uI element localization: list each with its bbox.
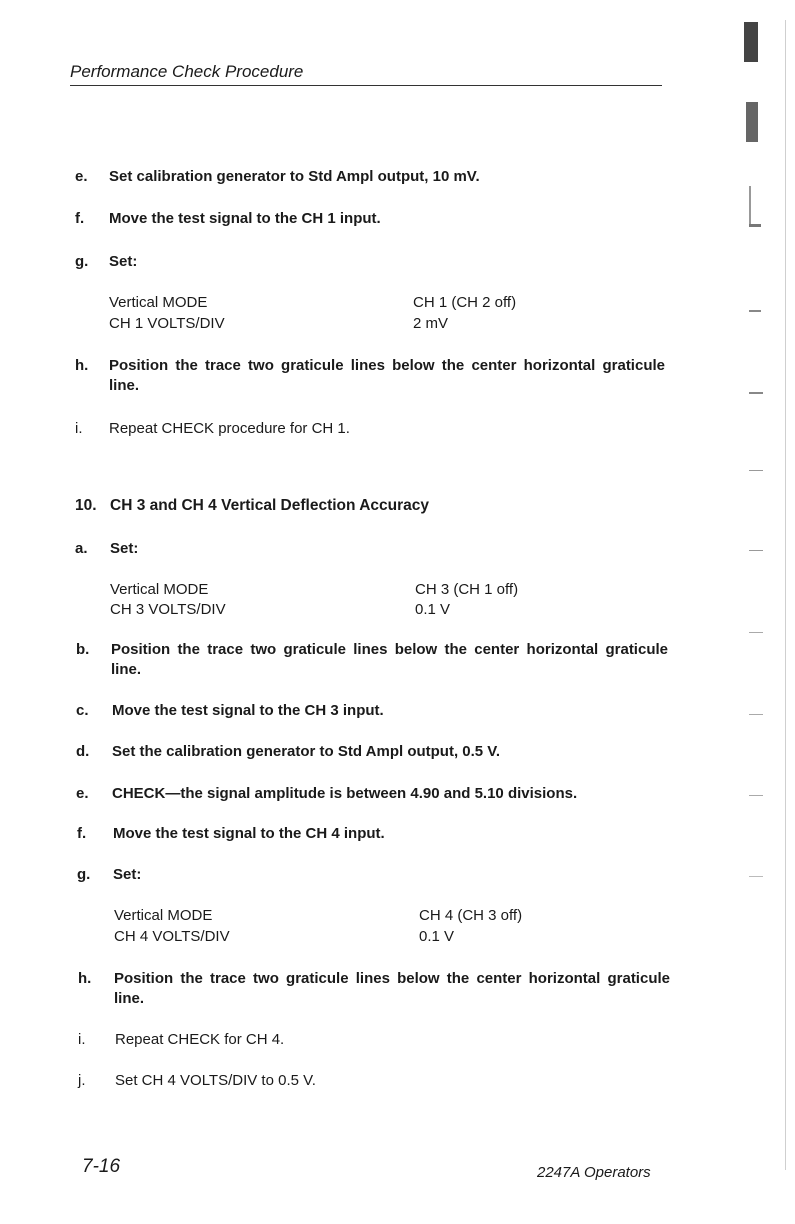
setting-label: CH 3 VOLTS/DIV <box>110 601 226 618</box>
step-text: Set: <box>113 866 142 883</box>
section-title: CH 3 and CH 4 Vertical Deflection Accuracy <box>110 497 430 514</box>
step-text: Position the trace two graticule lines below the center horizontal graticule line. <box>114 970 670 1007</box>
page-header-title: Performance Check Procedure <box>70 62 304 81</box>
step-letter: d. <box>76 743 90 760</box>
page-header <box>70 62 662 86</box>
tab-marker <box>749 470 763 471</box>
step-text: CHECK—the signal amplitude is between 4.90 and 5.10 divisions. <box>112 785 578 802</box>
tab-marker <box>749 224 761 227</box>
tab-marker <box>749 310 761 312</box>
tab-marker <box>749 550 763 551</box>
step-text: Set CH 4 VOLTS/DIV to 0.5 V. <box>115 1072 316 1089</box>
setting-value: 2 mV <box>413 315 449 332</box>
setting-label: Vertical MODE <box>114 907 213 924</box>
step-text: Position the trace two graticule lines below the center horizontal graticule line. <box>111 641 668 678</box>
step-text: Set: <box>109 253 138 270</box>
setting-label: Vertical MODE <box>110 581 209 598</box>
section-number: 10. <box>75 497 97 514</box>
manual-title: 2247A Operators <box>537 1164 651 1181</box>
step-letter: a. <box>75 540 88 557</box>
step-letter: b. <box>76 641 90 658</box>
setting-label: CH 1 VOLTS/DIV <box>109 315 225 332</box>
step-letter: h. <box>75 357 89 374</box>
step-letter: j. <box>78 1072 86 1089</box>
step-letter: e. <box>75 168 88 185</box>
step-text: Set: <box>110 540 139 557</box>
tab-marker <box>749 795 763 796</box>
step-letter: g. <box>77 866 91 883</box>
tab-marker <box>749 632 763 633</box>
setting-value: CH 1 (CH 2 off) <box>413 294 517 311</box>
step-letter: f. <box>77 825 87 842</box>
scan-edge-line <box>785 20 786 1170</box>
setting-label: Vertical MODE <box>109 294 208 311</box>
setting-value: CH 4 (CH 3 off) <box>419 907 523 924</box>
step-text: Repeat CHECK for CH 4. <box>115 1031 285 1048</box>
step-text: Position the trace two graticule lines below the center horizontal graticule line. <box>109 357 665 394</box>
setting-label: CH 4 VOLTS/DIV <box>114 928 230 945</box>
page-number: 7-16 <box>82 1156 121 1177</box>
step-h <box>78 969 670 1011</box>
tab-marker <box>749 392 763 394</box>
setting-value: 0.1 V <box>419 928 455 945</box>
tab-marker <box>749 714 763 715</box>
step-letter: i. <box>75 420 83 437</box>
tab-marker <box>744 22 758 62</box>
step-text: Move the test signal to the CH 4 input. <box>113 825 385 842</box>
tab-marker <box>749 186 751 226</box>
step-text: Set the calibration generator to Std Ampl output, 0.5 V. <box>112 743 501 760</box>
step-text: Move the test signal to the CH 3 input. <box>112 702 384 719</box>
tab-marker <box>749 876 763 877</box>
section-heading <box>75 497 429 515</box>
step-letter: h. <box>78 970 92 987</box>
step-text: Repeat CHECK procedure for CH 1. <box>109 420 350 437</box>
step-b <box>76 640 668 682</box>
step-letter: c. <box>76 702 89 719</box>
step-text: Move the test signal to the CH 1 input. <box>109 210 381 227</box>
setting-value: 0.1 V <box>415 601 451 618</box>
step-letter: e. <box>76 785 89 802</box>
step-text: Set calibration generator to Std Ampl output, 10 mV. <box>109 168 480 185</box>
tab-marker <box>746 102 758 142</box>
setting-value: CH 3 (CH 1 off) <box>415 581 519 598</box>
step-letter: f. <box>75 210 85 227</box>
step-letter: g. <box>75 253 89 270</box>
step-letter: i. <box>78 1031 86 1048</box>
step-h <box>75 356 665 398</box>
